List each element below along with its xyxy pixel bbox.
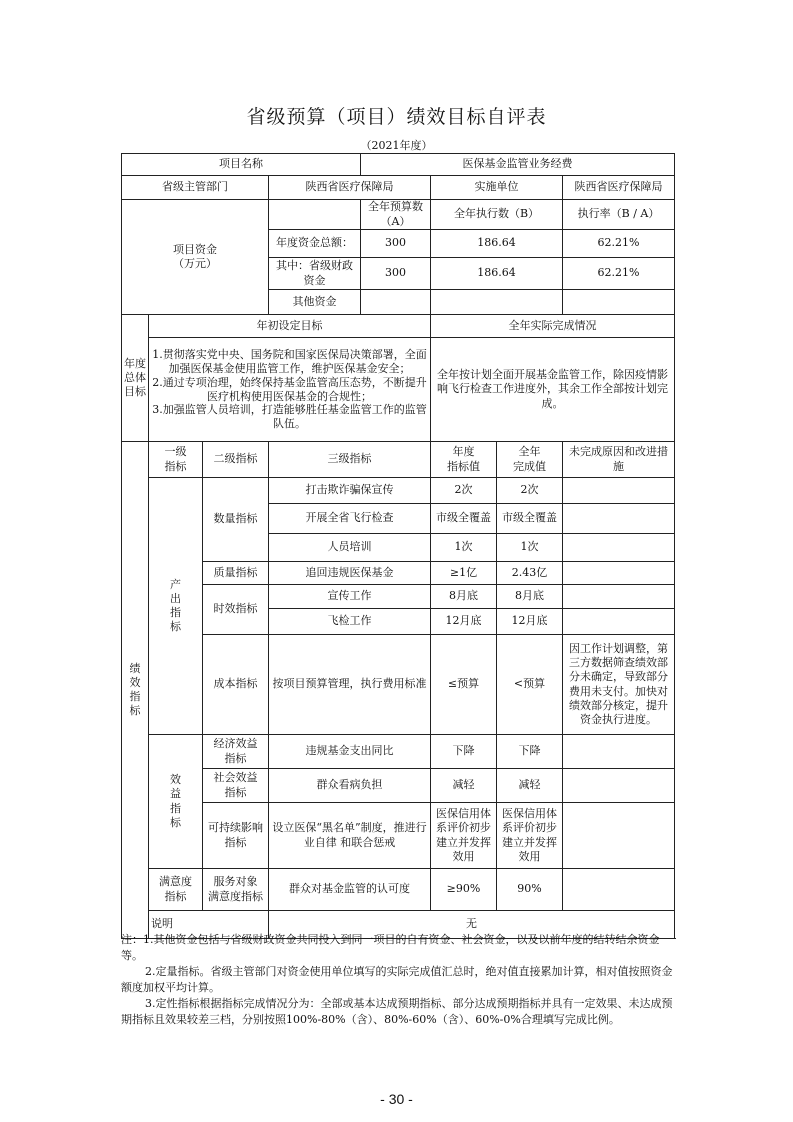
indicator-reason: [563, 769, 675, 803]
page-number: - 30 -: [380, 1091, 413, 1107]
impl-value: 陕西省医疗保障局: [563, 176, 675, 200]
indicator-target: 下降: [431, 735, 497, 769]
indicator-actual: 12月底: [497, 609, 563, 635]
indicator-actual: 8月底: [497, 585, 563, 609]
satisfaction-indicators-label: 满意度 指标: [149, 869, 203, 911]
page-title: 省级预算（项目）绩效目标自评表: [246, 106, 547, 128]
col-rate-header: 执行率（B / A）: [563, 200, 675, 230]
indicator-target: 医保信用体系评价初步建立并发挥效用: [431, 803, 497, 869]
indicator-l3: 违规基金支出同比: [269, 735, 431, 769]
funds-blank-cell: [269, 200, 361, 230]
benefit-indicators-label: 效 益 指 标: [149, 735, 203, 869]
indicator-actual: 医保信用体系评价初步建立并发挥效用: [497, 803, 563, 869]
indicator-reason: 因工作计划调整，第三方数据筛查绩效部分未确定，导致部分费用未支付。加快对绩效部分核定，提升资金执行进度。: [563, 635, 675, 735]
header-level3: 三级指标: [269, 442, 431, 478]
indicator-l3: 飞检工作: [269, 609, 431, 635]
funds-label: 项目资金 （万元）: [122, 200, 269, 315]
goals-label: 年度 总体 目标: [122, 315, 149, 442]
indicator-actual: 市级全覆盖: [497, 504, 563, 534]
output-indicators-label: 产 出 指 标: [149, 478, 203, 735]
indicator-reason: [563, 562, 675, 585]
remarks-value: 无: [269, 911, 675, 939]
indicator-target: 12月底: [431, 609, 497, 635]
indicator-l3: 追回违规医保基金: [269, 562, 431, 585]
header-reason: 未完成原因和改进措施: [563, 442, 675, 478]
indicator-l3: 按项目预算管理，执行费用标准: [269, 635, 431, 735]
indicator-l3: 打击欺诈骗保宣传: [269, 478, 431, 504]
indicators-label: 绩 效 指 标: [122, 442, 149, 939]
actual-result-header: 全年实际完成情况: [431, 315, 675, 338]
indicator-l2: 可持续影响 指标: [203, 803, 269, 869]
indicator-target: 市级全覆盖: [431, 504, 497, 534]
indicator-actual: 下降: [497, 735, 563, 769]
indicator-target: 2次: [431, 478, 497, 504]
report-year: （2021年度）: [360, 139, 433, 152]
self-evaluation-table: [121, 153, 675, 939]
indicator-reason: [563, 803, 675, 869]
planned-goal-text: 1.贯彻落实党中央、国务院和国家医保局决策部署，全面加强医保基金使用监管工作，维护医保基金安全； 2.通过专项治理，始终保持基金监管高压态势，不断提升医疗机构使用医保基金的合规性； 3.加强监管人员培训，打造能够胜任基金监管工作的监管队伍。: [149, 338, 431, 442]
indicator-reason: [563, 478, 675, 504]
fund-row-budget: [361, 290, 431, 315]
fund-row-rate: 62.21%: [563, 258, 675, 290]
indicator-reason: [563, 735, 675, 769]
footnotes: [121, 932, 676, 1028]
indicator-reason: [563, 609, 675, 635]
project-name-label: 项目名称: [122, 154, 361, 176]
fund-row-label: 其他资金: [269, 290, 361, 315]
header-target: 年度 指标值: [431, 442, 497, 478]
indicator-target: ≥90%: [431, 869, 497, 911]
indicator-l3: 群众看病负担: [269, 769, 431, 803]
indicator-reason: [563, 585, 675, 609]
planned-goal-header: 年初设定目标: [149, 315, 431, 338]
indicator-target: ≤预算: [431, 635, 497, 735]
indicator-actual: 减轻: [497, 769, 563, 803]
fund-row-exec: 186.64: [431, 258, 563, 290]
indicator-l3: 群众对基金监管的认可度: [269, 869, 431, 911]
fund-row-budget: 300: [361, 258, 431, 290]
indicator-l2: 时效指标: [203, 585, 269, 635]
col-budget-header: 全年预算数 （A）: [361, 200, 431, 230]
indicator-reason: [563, 869, 675, 911]
indicator-l3: 人员培训: [269, 534, 431, 562]
footnote-item: 注：1.其他资金包括与省级财政资金共同投入到同一项目的自有资金、社会资金，以及以前年度的结转结余资金等。: [121, 933, 660, 962]
fund-row-exec: [431, 290, 563, 315]
indicator-reason: [563, 504, 675, 534]
indicator-l2: 质量指标: [203, 562, 269, 585]
indicator-l2: 经济效益 指标: [203, 735, 269, 769]
indicator-actual: 2.43亿: [497, 562, 563, 585]
footnote-item: 3.定性指标根据指标完成情况分为：全部或基本达成预期指标、部分达成预期指标并具有一定效果、未达成预期指标且效果较差三档，分别按照100%-80%（含）、80%-60%（含）、60%-0%合理填写完成比例。: [121, 997, 673, 1026]
footnote-item: 2.定量指标。省级主管部门对资金使用单位填写的实际完成值汇总时，绝对值直接累加计算，相对值按照资金额度加权平均计算。: [121, 965, 673, 994]
indicator-actual: 1次: [497, 534, 563, 562]
remarks-label: 说明: [149, 911, 269, 939]
fund-row-label: 年度资金总额：: [269, 230, 361, 258]
fund-row-budget: 300: [361, 230, 431, 258]
fund-row-exec: 186.64: [431, 230, 563, 258]
indicator-target: 8月底: [431, 585, 497, 609]
fund-row-rate: [563, 290, 675, 315]
indicator-reason: [563, 534, 675, 562]
dept-label: 省级主管部门: [122, 176, 269, 200]
col-exec-header: 全年执行数（B）: [431, 200, 563, 230]
header-level2: 二级指标: [203, 442, 269, 478]
actual-result-text: 全年按计划全面开展基金监管工作，除因疫情影响飞行检查工作进度外，其余工作全部按计划完成。: [431, 338, 675, 442]
fund-row-label: 其中：省级财政资金: [269, 258, 361, 290]
fund-row-rate: 62.21%: [563, 230, 675, 258]
indicator-l3: 宣传工作: [269, 585, 431, 609]
header-level1: 一级 指标: [149, 442, 203, 478]
indicator-l2: 成本指标: [203, 635, 269, 735]
indicator-l3: 开展全省飞行检查: [269, 504, 431, 534]
indicator-target: 1次: [431, 534, 497, 562]
indicator-target: 减轻: [431, 769, 497, 803]
indicator-actual: <预算: [497, 635, 563, 735]
impl-label: 实施单位: [431, 176, 563, 200]
indicator-actual: 90%: [497, 869, 563, 911]
indicator-actual: 2次: [497, 478, 563, 504]
indicator-target: ≥1亿: [431, 562, 497, 585]
indicator-l2: 服务对象 满意度指标: [203, 869, 269, 911]
dept-value: 陕西省医疗保障局: [269, 176, 431, 200]
indicator-l2: 社会效益 指标: [203, 769, 269, 803]
header-actual: 全年 完成值: [497, 442, 563, 478]
project-name-value: 医保基金监管业务经费: [361, 154, 675, 176]
indicator-l3: 设立医保“黑名单”制度，推进行业自律 和联合惩戒: [269, 803, 431, 869]
indicator-l2: 数量指标: [203, 478, 269, 562]
